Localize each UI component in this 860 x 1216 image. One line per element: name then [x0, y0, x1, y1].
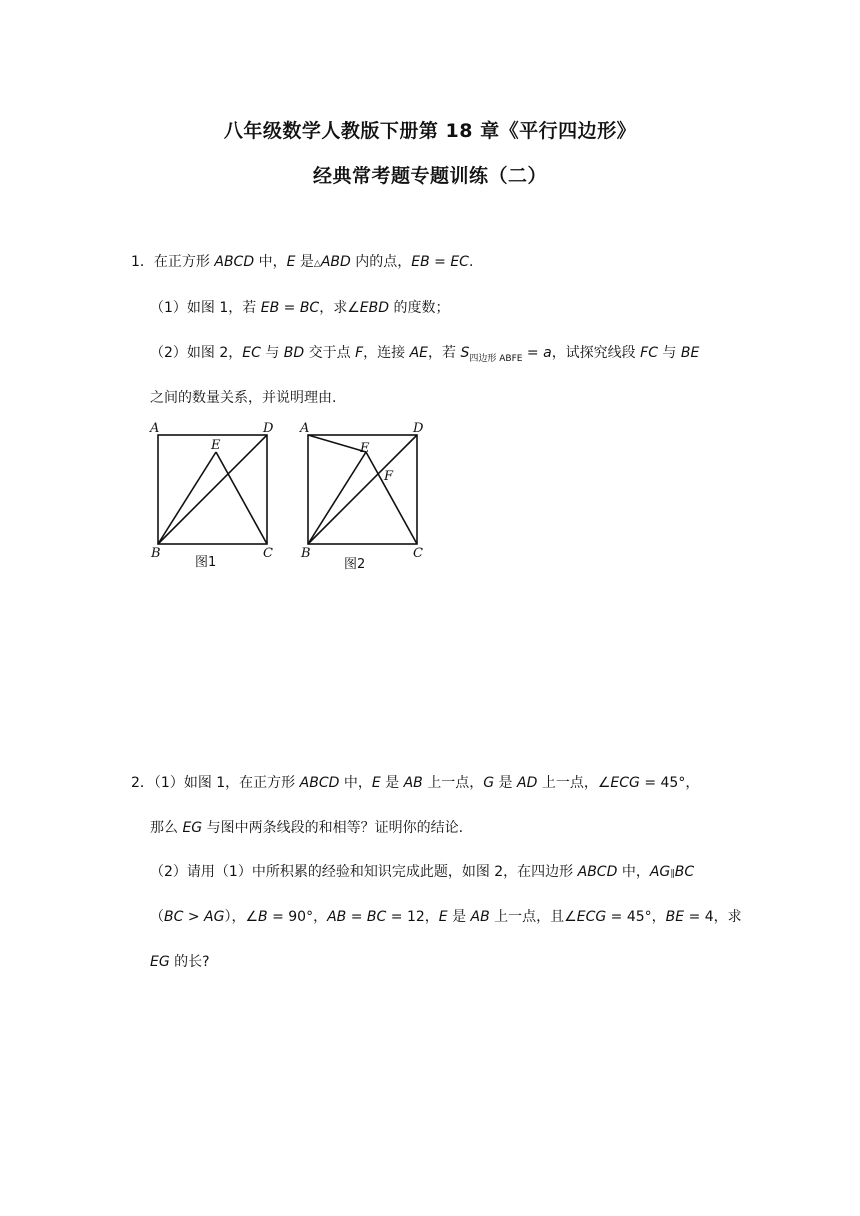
q2-line3: （2）请用（1）中所积累的经验和知识完成此题，如图 2，在四边形 ABCD 中，AG∥BC: [150, 864, 695, 880]
fig2-caption: 图2: [344, 557, 366, 572]
q1-stem: 1．在正方形 ABCD 中，E 是△ABD 内的点，EB = EC.: [131, 254, 474, 270]
fig1-label-a: A: [150, 421, 160, 436]
document-title-line1: 八年级数学人教版下册第 18 章《平行四边形》: [223, 120, 637, 142]
fig1-label-c: C: [263, 546, 273, 561]
fig2-label-e: E: [360, 441, 370, 456]
q1-figures: [140, 412, 450, 584]
q2-line1: 2．（1）如图 1，在正方形 ABCD 中，E 是 AB 上一点，G 是 AD 上一点，∠ECG = 45°，: [131, 775, 700, 791]
fig2-label-d: D: [413, 421, 424, 436]
fig2-label-c: C: [413, 546, 423, 561]
q2-line4: （BC > AG），∠B = 90°，AB = BC = 12，E 是 AB 上一点，且∠ECG = 45°，BE = 4，求: [150, 909, 742, 925]
q2-line5: EG 的长?: [150, 954, 210, 970]
fig2-label-f: F: [384, 469, 394, 484]
fig2-label-b: B: [301, 546, 311, 561]
document-title-line2: 经典常考题专题训练（二）: [312, 165, 547, 187]
fig1-caption: 图1: [195, 555, 217, 570]
q2-line2: 那么 EG 与图中两条线段的和相等？证明你的结论.: [150, 820, 464, 836]
q1-part2: （2）如图 2，EC 与 BD 交于点 F，连接 AE，若 $S_{四边形 ABFE} = a$，试探究线段 FC 与 BE: [150, 345, 700, 364]
fig2-label-a: A: [300, 421, 310, 436]
fig1-label-d: D: [263, 421, 274, 436]
q1-part1: （1）如图 1，若 EB = BC，求∠EBD 的度数；: [150, 300, 450, 316]
fig1-label-b: B: [151, 546, 161, 561]
fig1-label-e: E: [211, 438, 221, 453]
q1-part2-continued: 之间的数量关系，并说明理由.: [150, 390, 337, 406]
